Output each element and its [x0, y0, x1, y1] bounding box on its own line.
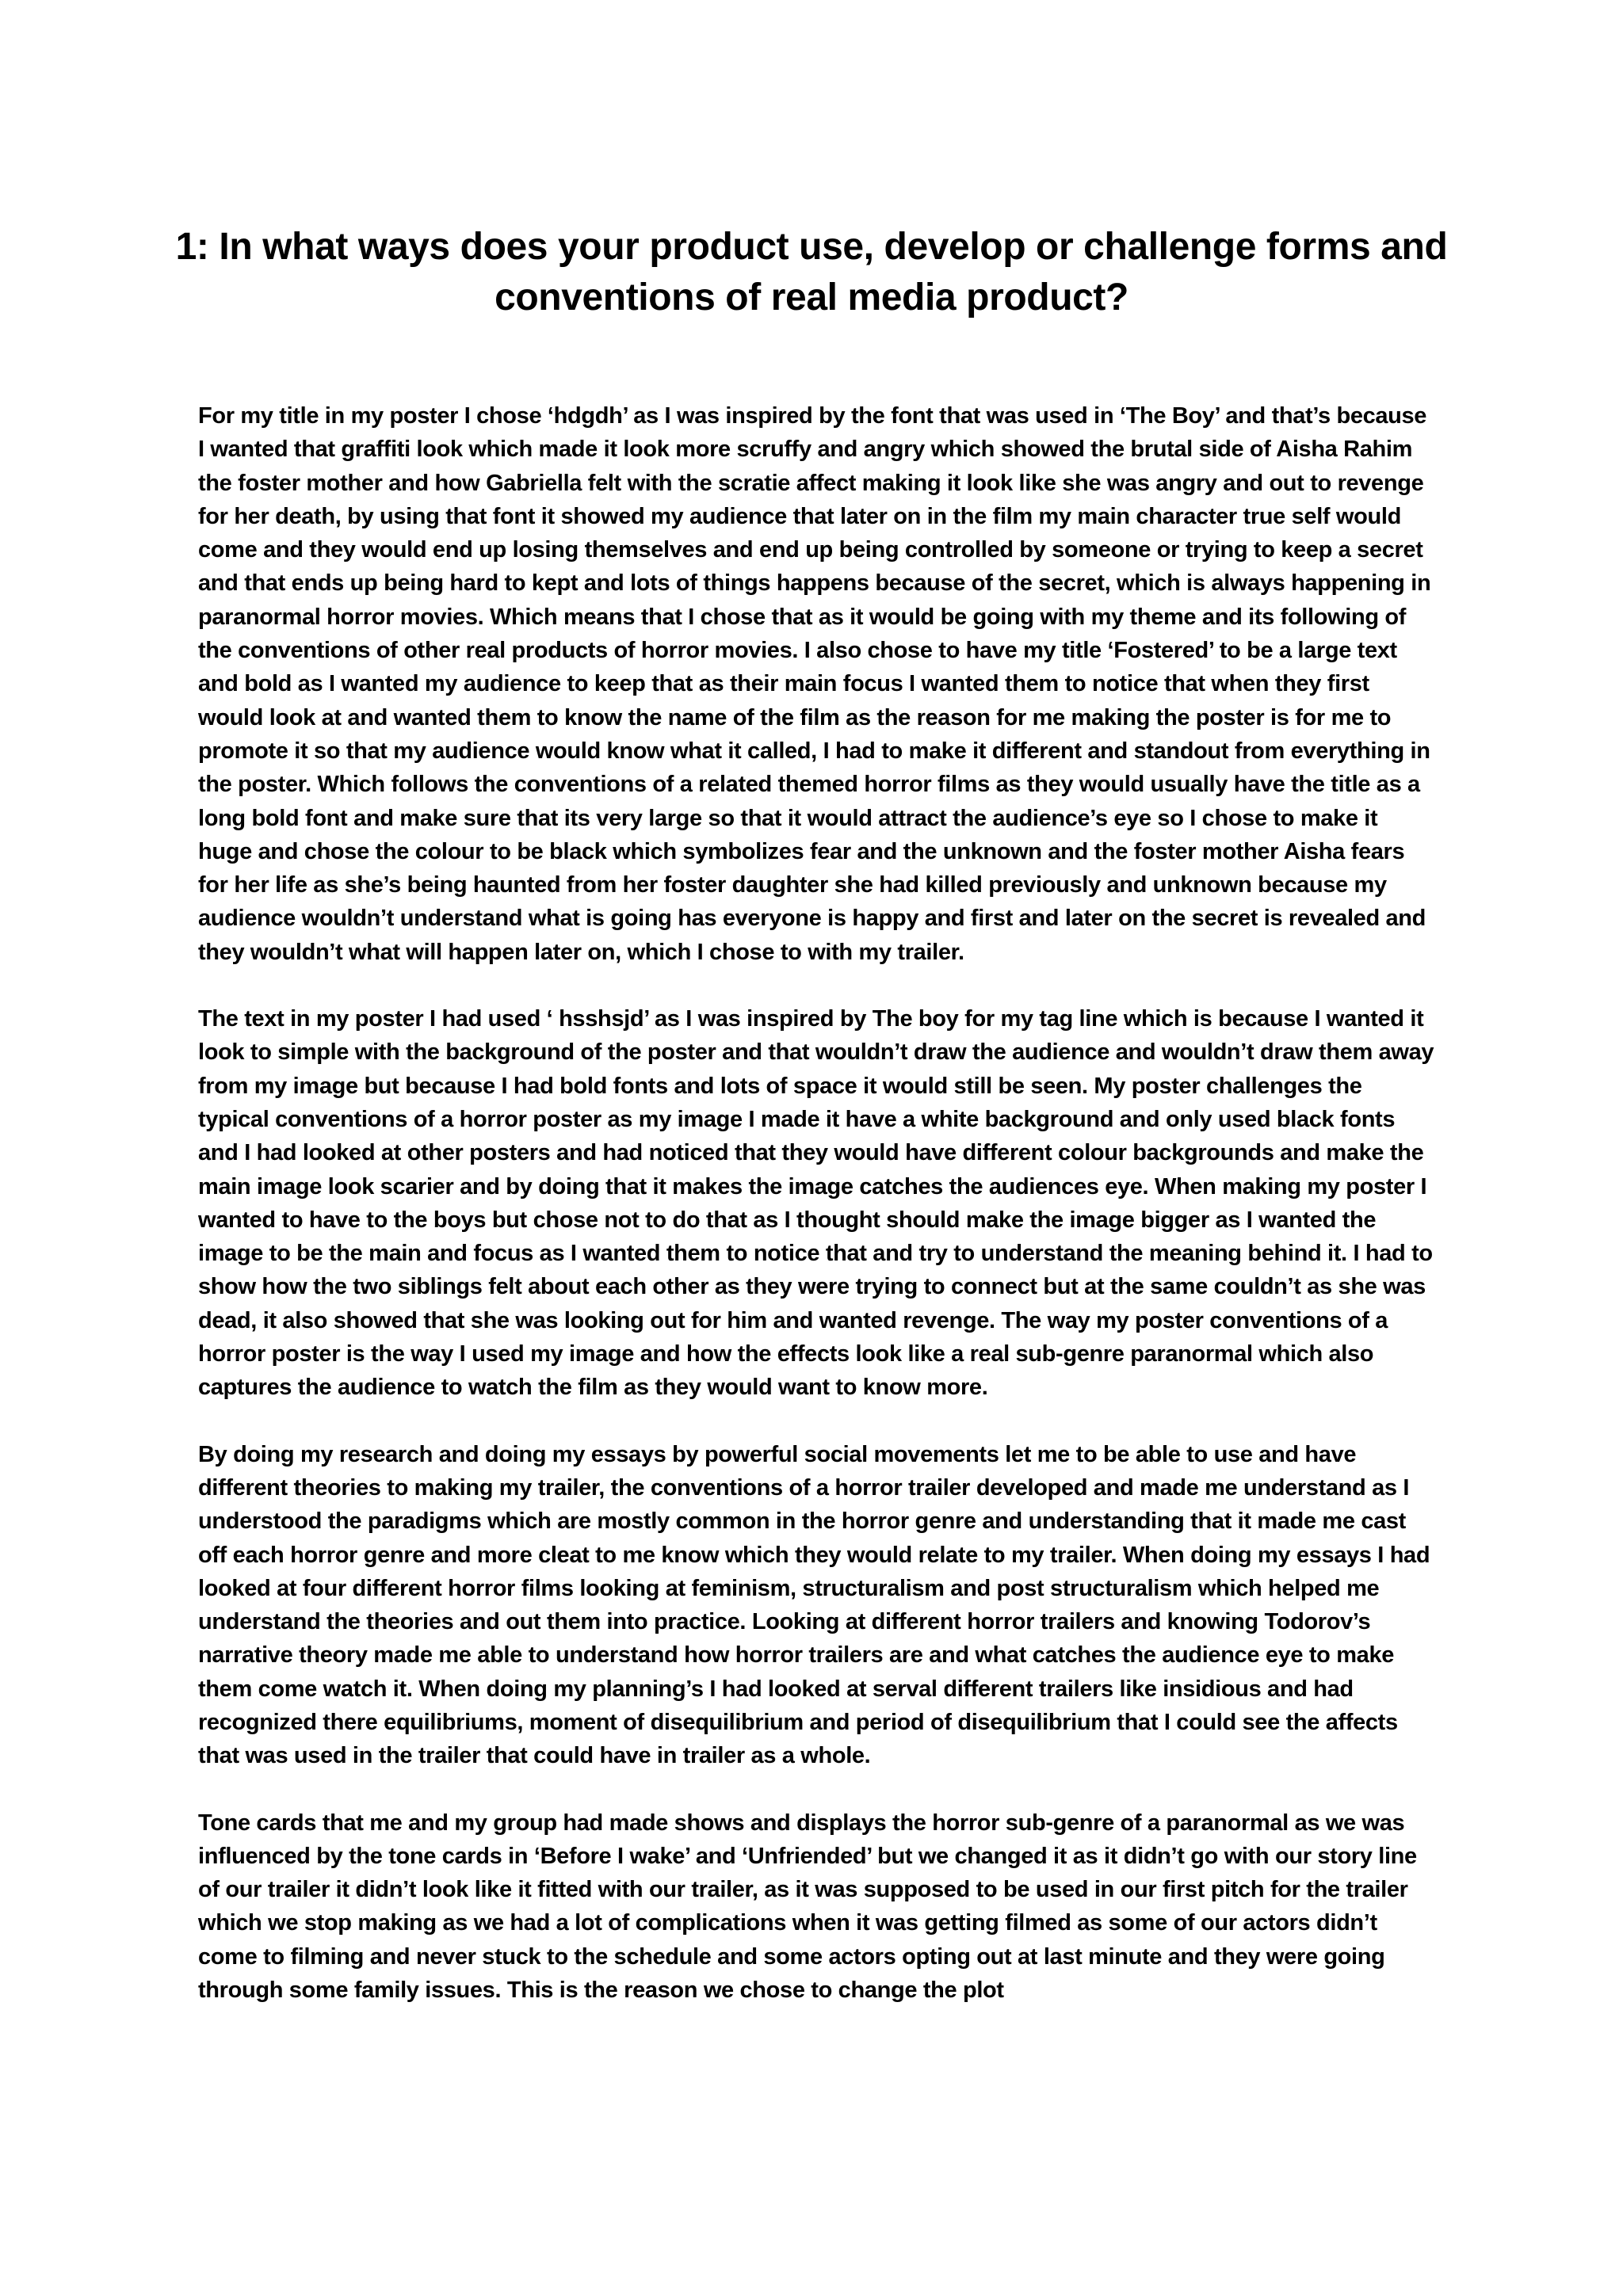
page-title: 1: In what ways does your product use, develop or challenge forms and conventions of real media product? [175, 226, 1448, 319]
paragraph-tone-cards: Tone cards that me and my group had made shows and displays the horror sub-genre of a paranormal as we was influenced by the tone cards in ‘Before I wake’ and ‘Unfriended’ but we changed it as it didn’t go with our story line of our trailer it didn’t look like it fitted with our trailer, as it was supposed to be used in our first pitch for the trailer which we stop making as we had a lot of complications when it was getting filmed as some of our actors didn’t come to filming and never stuck to the schedule and some actors opting out at last minute and they were going through some family issues. This is the reason we chose to change the plot [198, 1810, 1417, 2004]
document-body [198, 399, 1434, 2040]
paragraph-title-font: For my title in my poster I chose ‘hdgdh’ as I was inspired by the font that was used in ‘The Boy’ and that’s because I wanted that graffiti look which made it look more scruffy and angry which showed the brutal side of Aisha Rahim the foster mother and how Gabriella felt with the scratie affect making it look like she was angry and out to revenge for her death, by using that font it showed my audience that later on in the film my main character true self would come and they would end up losing themselves and end up being controlled by someone or trying to keep a secret and that ends up being hard to kept and lots of things happens because of the secret, which is always happening in paranormal horror movies. Which means that I chose that as it would be going with my theme and its following of the conventions of other real products of horror movies. I also chose to have my title ‘Fostered’ to be a large text and bold as I wanted my audience to keep that as their main focus I wanted them to notice that when they first would look at and wanted them to know the name of the film as the reason for me making the poster is for me to promote it so that my audience would know what it called, I had to make it different and standout from everything in the poster. Which follows the conventions of a related themed horror films as they would usually have the title as a long bold font and make sure that its very large so that it would attract the audience’s eye so I chose to make it huge and chose the colour to be black which symbolizes fear and the unknown and the foster mother Aisha fears for her life as she’s being haunted from her foster daughter she had killed previously and unknown because my audience wouldn’t understand what is going has everyone is happy and first and later on the secret is revealed and they wouldn’t what will happen later on, which I chose to with my trailer. [198, 403, 1431, 965]
paragraph-research-essays: By doing my research and doing my essays by powerful social movements let me to be able to use and have different theories to making my trailer, the conventions of a horror trailer developed and made me understand as I understood the paradigms which are mostly common in the horror genre and understanding that it made me cast off each horror genre and more cleat to me know which they would relate to my trailer. When doing my essays I had looked at four different horror films looking at feminism, structuralism and post structuralism which helped me understand the theories and out them into practice. Looking at different horror trailers and knowing Todorov’s narrative theory made me able to understand how horror trailers are and what catches the audience eye to make them come watch it. When doing my planning’s I had looked at serval different trailers like insidious and had recognized there equilibriums, moment of disequilibrium and period of disequilibrium that I could see the affects that was used in the trailer that could have in trailer as a whole. [198, 1441, 1430, 1769]
paragraph-tag-line: The text in my poster I had used ‘ hsshsjd’ as I was inspired by The boy for my tag line which is because I wanted it look to simple with the background of the poster and that wouldn’t draw the audience and wouldn’t draw them away from my image but because I had bold fonts and lots of space it would still be seen. My poster challenges the typical conventions of a horror poster as my image I made it have a white background and only used black fonts and I had looked at other posters and had noticed that they would have different colour backgrounds and make the main image look scarier and by doing that it makes the image catches the audiences eye. When making my poster I wanted to have to the boys but chose not to do that as I thought should make the image bigger as I wanted the image to be the main and focus as I wanted them to notice that and try to understand the meaning behind it. I had to show how the two siblings felt about each other as they were trying to connect but at the same couldn’t as she was dead, it also showed that she was looking out for him and wanted revenge. The way my poster conventions of a horror poster is the way I used my image and how the effects look like a real sub-genre paranormal which also captures the audience to watch the film as they would want to know more. [198, 1006, 1434, 1401]
